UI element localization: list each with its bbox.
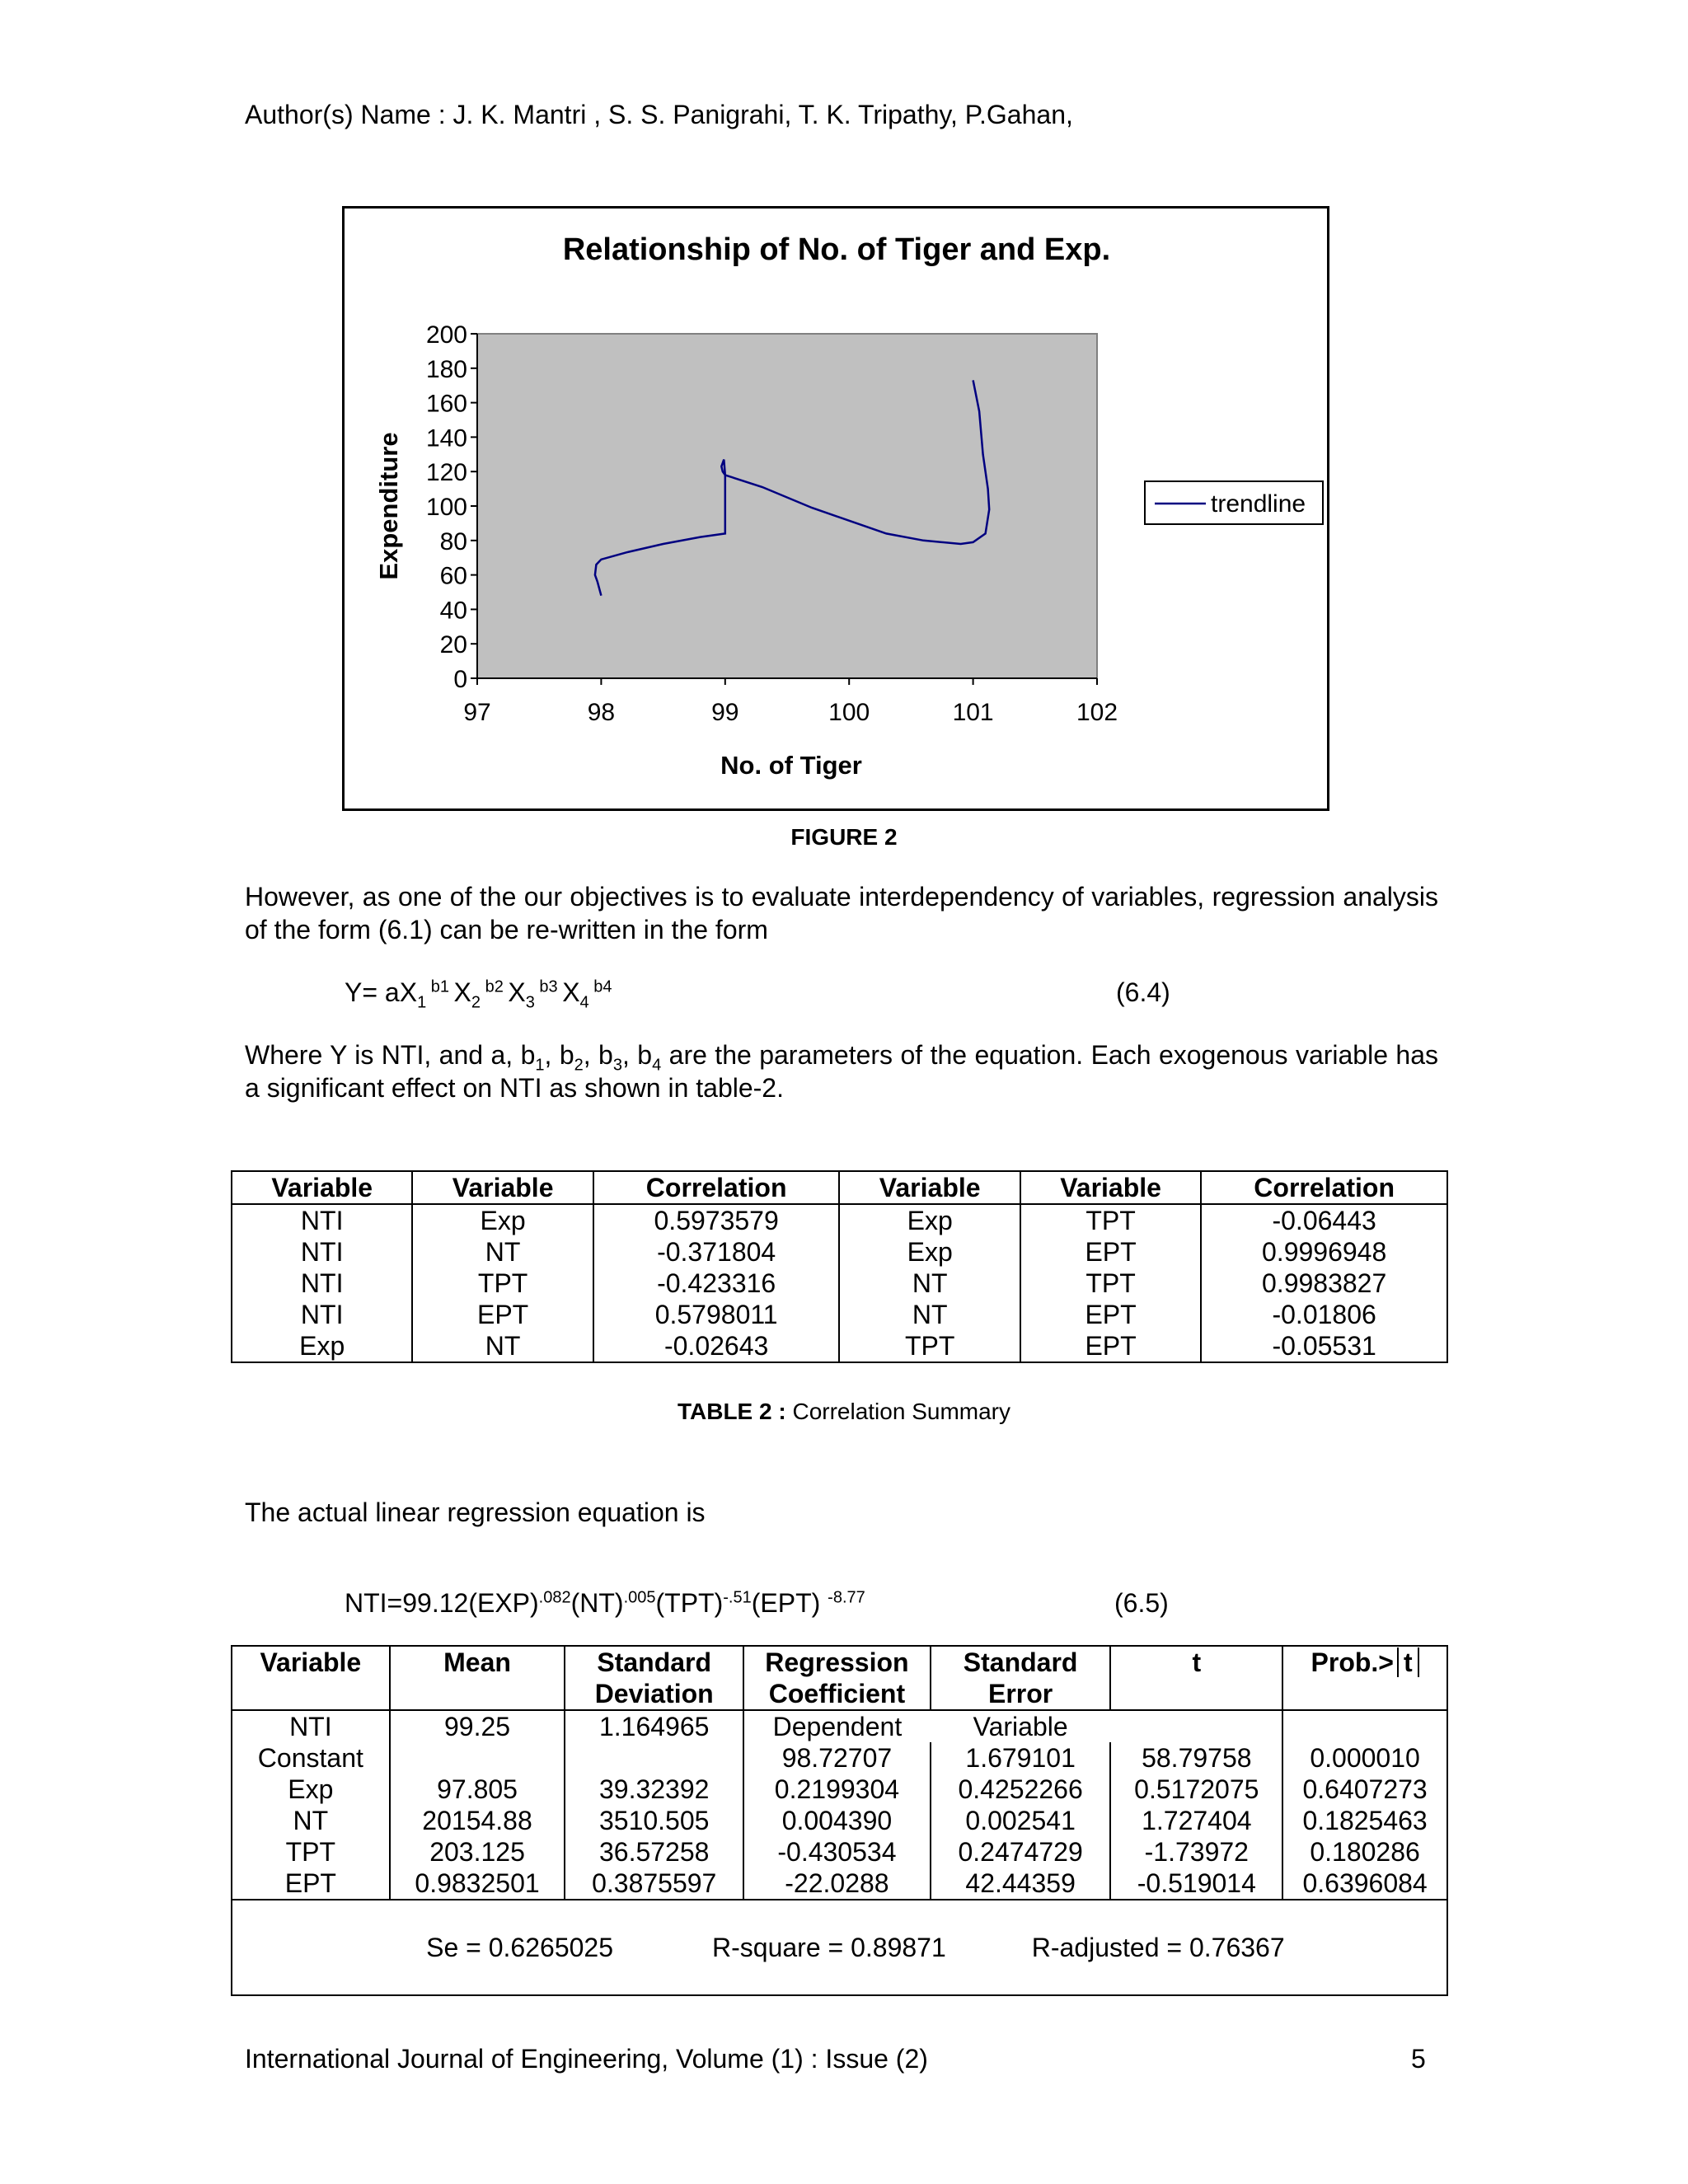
table-cell: EPT [284,1868,336,1898]
chart-title: Relationship of No. of Tiger and Exp. [562,232,1111,267]
table-cell: 36.57258 [565,1836,743,1868]
x-tick-label: 97 [463,699,491,726]
table-cell: 203.125 [390,1836,565,1868]
table-cell: -22.0288 [743,1868,931,1900]
author-line: Author(s) Name : J. K. Mantri , S. S. Panigrahi, T. K. Tripathy, P.Gahan, [245,100,1073,129]
table-cell: NT [412,1330,593,1362]
table-cell: 97.805 [390,1774,565,1805]
table-row [232,1742,1447,1774]
y-tick-label: 20 [439,631,467,659]
legend-label: trendline [1211,490,1306,518]
table-header: Standard Deviation [565,1646,743,1710]
y-axis [426,321,477,693]
regression-table [231,1645,1448,1996]
table-cell: 0.6396084 [1282,1868,1447,1900]
table-cell: 1.727404 [1110,1805,1282,1836]
table-cell: 3510.505 [565,1805,743,1836]
table-row [232,1710,1447,1742]
table-cell: NTI [300,1300,344,1329]
y-axis-label: Expenditure [374,432,403,580]
table-cell [1110,1710,1282,1742]
x-axis-label: No. of Tiger [720,751,862,780]
plot-area [477,334,1097,678]
table-cell: 0.9996948 [1201,1236,1447,1268]
y-tick-label: 200 [425,321,467,349]
table-cell: 0.6407273 [1282,1774,1447,1805]
chart [342,206,1329,811]
table-header: Correlation [593,1171,840,1204]
correlation-table [231,1170,1448,1363]
table-cell: NTI [300,1237,344,1267]
table-cell: NT [412,1236,593,1268]
x-tick-label: 101 [952,699,994,726]
table-cell [1282,1710,1447,1742]
table-cell: 0.000010 [1282,1742,1447,1774]
table-cell: NT [839,1299,1020,1330]
table-cell: -0.430534 [743,1836,931,1868]
table-cell: NT [839,1268,1020,1299]
table-header: t [1110,1646,1282,1710]
table-cell: EPT [1020,1330,1201,1362]
table-cell: NTI [300,1206,344,1235]
table-cell: 0.5973579 [593,1204,840,1236]
table-header: Variable [412,1171,593,1204]
table-header: Correlation [1201,1171,1447,1204]
page-number: 5 [1411,2044,1426,2074]
table-cell: -0.01806 [1201,1299,1447,1330]
table-cell: 58.79758 [1110,1742,1282,1774]
table-cell: 0.4252266 [931,1774,1111,1805]
y-tick-label: 0 [453,666,467,693]
y-tick-label: 140 [425,424,467,452]
table-cell: -0.06443 [1201,1204,1447,1236]
y-tick-label: 160 [425,390,467,418]
y-tick-label: 180 [425,355,467,383]
table-row [232,1236,1447,1268]
regression-summary: Se = 0.6265025 R-square = 0.89871 R-adjusted = 0.76367 [426,1933,1285,1962]
table-cell: 99.25 [390,1710,565,1742]
table-cell: EPT [412,1299,593,1330]
table-row [232,1299,1447,1330]
table-cell: -0.05531 [1201,1330,1447,1362]
table-cell: 1.679101 [931,1742,1111,1774]
table-cell: 0.3875597 [565,1868,743,1900]
table-cell: 39.32392 [565,1774,743,1805]
table-header: Regression Coefficient [743,1646,931,1710]
table-row [232,1330,1447,1362]
table-cell: Exp [288,1774,334,1804]
table-cell [390,1742,565,1774]
table-cell: -0.423316 [593,1268,840,1299]
table-cell: EPT [1020,1236,1201,1268]
table-cell: NTI [300,1268,344,1298]
table-header: Standard Error [931,1646,1111,1710]
y-tick-label: 40 [439,597,467,625]
table-row [232,1836,1447,1868]
table-cell: 0.002541 [931,1805,1111,1836]
table-cell: NTI [289,1712,332,1741]
table-cell: 0.004390 [743,1805,931,1836]
table-cell: Constant [257,1743,363,1773]
table-cell: -0.371804 [593,1236,840,1268]
paragraph-3: The actual linear regression equation is [245,1497,706,1527]
table-row [232,1204,1447,1236]
x-tick-label: 98 [587,699,616,726]
x-tick-label: 99 [711,699,739,726]
table-cell: -0.519014 [1110,1868,1282,1900]
y-tick-label: 60 [439,562,467,590]
y-tick-label: 100 [425,494,467,521]
table-cell: 0.5798011 [593,1299,840,1330]
table-cell: 0.180286 [1282,1836,1447,1868]
table-2-caption: TABLE 2 : Correlation Summary [677,1399,1010,1424]
table-cell: 0.1825463 [1282,1805,1447,1836]
table-cell: 0.9832501 [390,1868,565,1900]
table-header: Variable [1020,1171,1201,1204]
table-row [232,1774,1447,1805]
table-header: Variable [260,1647,362,1677]
table-cell: Exp [412,1204,593,1236]
paragraph-2: Where Y is NTI, and a, $b_1$, $b_2$, $b_3$, $b_4$ are the parameters of the equation. Each exogenous variable has a significant effect on NTI as shown in table-2. [245,1040,1439,1103]
table-row [232,1805,1447,1836]
table-cell: Exp [839,1204,1020,1236]
table-header: Prob.> t [1282,1646,1447,1710]
legend [1145,481,1323,524]
table-cell: 98.72707 [743,1742,931,1774]
equation-number-6-4: (6.4) [1116,977,1170,1007]
figure-caption: FIGURE 2 [790,824,898,850]
table-cell: 0.2474729 [931,1836,1111,1868]
table-cell: EPT [1020,1299,1201,1330]
table-cell: TPT [1020,1204,1201,1236]
journal-footer: International Journal of Engineering, Volume (1) : Issue (2) [245,2044,928,2074]
table-cell: TPT [412,1268,593,1299]
table-cell: Exp [839,1236,1020,1268]
y-tick-label: 120 [425,459,467,487]
table-cell [565,1742,743,1774]
x-tick-label: 102 [1076,699,1118,726]
table-cell: Variable [973,1712,1068,1741]
x-tick-label: 100 [828,699,870,726]
y-tick-label: 80 [439,527,467,555]
table-cell: NT [293,1806,329,1835]
x-axis [463,678,1118,726]
table-cell: TPT [285,1837,336,1867]
equation-number-6-5: (6.5) [1114,1588,1169,1618]
table-cell: TPT [839,1330,1020,1362]
equation-6-5: NTI=99.12(EXP)$^{.082}$(NT)$^{.005}$(TPT)$^{-.51}$(EPT) $^{-8.77}$ [345,1588,865,1618]
table-row [232,1268,1447,1299]
table-cell: Dependent [743,1710,931,1742]
abs-t-symbol: t [1397,1647,1419,1677]
table-cell: 0.5172075 [1110,1774,1282,1805]
table-cell: Exp [299,1331,345,1361]
table-header: Variable [839,1171,1020,1204]
table-row [232,1868,1447,1900]
table-cell: 0.9983827 [1201,1268,1447,1299]
equation-6-4: $Y= aX_1$ $^{b1}$ $X_2$ $^{b2}$ $X_3$ $^{b3}$ $X_4$ $^{b4}$ [345,977,612,1012]
table-cell: -0.02643 [593,1330,840,1362]
table-cell: -1.73972 [1110,1836,1282,1868]
table-header: Mean [390,1646,565,1710]
table-header: Variable [271,1173,373,1202]
paragraph-1: However, as one of the our objectives is to evaluate interdependency of variables, regression analysis of the form (6.1) can be re-written in the form [245,882,1438,944]
table-cell: 20154.88 [390,1805,565,1836]
table-cell: 42.44359 [931,1868,1111,1900]
table-cell: 1.164965 [565,1710,743,1742]
table-cell: TPT [1020,1268,1201,1299]
table-cell: 0.2199304 [743,1774,931,1805]
